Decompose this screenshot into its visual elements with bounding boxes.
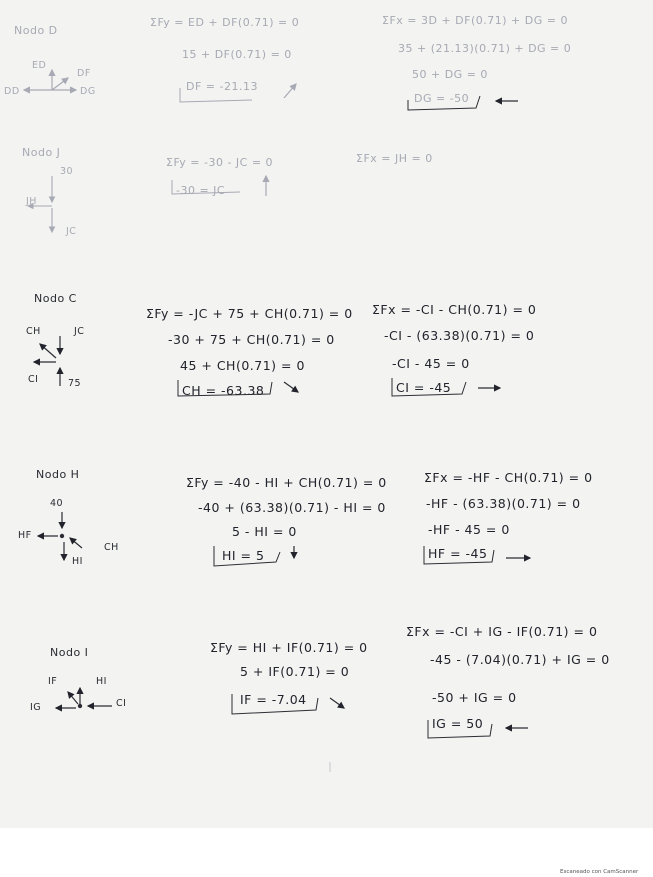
node-j-label-jc: JC xyxy=(66,226,77,237)
node-h-sum-x-2: -HF - 45 = 0 xyxy=(428,522,510,537)
node-j-title: Nodo J xyxy=(22,146,61,159)
node-d-result-box-x xyxy=(408,96,480,110)
node-d-result-box-y xyxy=(180,88,252,102)
node-h-free-body-diagram xyxy=(38,512,82,560)
node-d-arrow-diag xyxy=(52,78,68,90)
node-c-sum-x-2: -CI - 45 = 0 xyxy=(392,356,470,371)
node-i-label-ig: IG xyxy=(30,702,42,713)
node-d-label-df: DF xyxy=(77,68,91,79)
node-d-sum-y-2: DF = -21.13 xyxy=(186,80,258,93)
node-j-sum-y-1: -30 = JC xyxy=(176,184,226,197)
node-d-sum-x-3: DG = -50 xyxy=(414,92,470,105)
node-i-sum-x-0: ΣFx = -CI + IG - IF(0.71) = 0 xyxy=(406,624,598,639)
node-c-label-ci: CI xyxy=(28,374,39,385)
node-h-result-box-y xyxy=(214,546,280,566)
node-d-label-dg: DG xyxy=(80,86,96,97)
node-c-label-75: 75 xyxy=(68,378,82,389)
node-c-arrow-ch xyxy=(40,344,56,358)
node-c-sum-y-1: -30 + 75 + CH(0.71) = 0 xyxy=(168,332,335,347)
node-d-free-body-diagram xyxy=(24,70,76,90)
node-h-arrow-ch xyxy=(70,538,82,548)
node-i-sum-y-1: 5 + IF(0.71) = 0 xyxy=(240,664,350,679)
node-j-sum-x-0: ΣFx = JH = 0 xyxy=(356,152,433,165)
node-d-sum-y-1: 15 + DF(0.71) = 0 xyxy=(182,48,292,61)
node-d-sum-y-0: ΣFy = ED + DF(0.71) = 0 xyxy=(150,16,300,29)
node-h-joint xyxy=(60,534,63,537)
node-i-result-arrow-y xyxy=(330,698,344,708)
node-h-sum-x-1: -HF - (63.38)(0.71) = 0 xyxy=(426,496,581,511)
node-c-sum-x-3: CI = -45 xyxy=(396,380,452,395)
node-j-label-30: 30 xyxy=(60,166,74,177)
node-i-sum-x-2: -50 + IG = 0 xyxy=(432,690,517,705)
node-h-label-ch: CH xyxy=(104,542,119,553)
node-h-sum-x-0: ΣFx = -HF - CH(0.71) = 0 xyxy=(424,470,593,485)
node-j-result-box xyxy=(172,180,240,194)
node-j-sum-y-0: ΣFy = -30 - JC = 0 xyxy=(166,156,274,169)
node-i-title: Nodo I xyxy=(50,646,89,659)
node-h-label-hf: HF xyxy=(18,530,32,541)
node-c-sum-y-3: CH = -63.38 xyxy=(182,383,265,398)
node-i-sum-y-2: IF = -7.04 xyxy=(240,692,307,707)
node-h-sum-y-2: 5 - HI = 0 xyxy=(232,524,297,539)
node-c-sum-x-1: -CI - (63.38)(0.71) = 0 xyxy=(384,328,535,343)
node-d-title: Nodo D xyxy=(14,24,58,37)
node-i-arrow-if xyxy=(68,692,78,704)
node-c-result-box-x xyxy=(392,378,466,396)
node-c-title: Nodo C xyxy=(34,292,77,305)
node-d-sum-x-1: 35 + (21.13)(0.71) + DG = 0 xyxy=(398,42,572,55)
node-h-result-box-x xyxy=(424,546,494,564)
node-i-label-if: IF xyxy=(48,676,58,687)
node-h-sum-y-3: HI = 5 xyxy=(222,548,265,563)
node-c-sum-x-0: ΣFx = -CI - CH(0.71) = 0 xyxy=(372,302,537,317)
node-h-sum-x-3: HF = -45 xyxy=(428,546,488,561)
node-j-free-body-diagram xyxy=(28,176,52,232)
node-c-free-body-diagram xyxy=(34,336,60,386)
node-d-label-dd: DD xyxy=(4,86,20,97)
node-c-result-arrow-y xyxy=(284,382,298,392)
node-i-label-ci: CI xyxy=(116,698,127,709)
node-c-sum-y-0: ΣFy = -JC + 75 + CH(0.71) = 0 xyxy=(146,306,353,321)
node-i-sum-x-1: -45 - (7.04)(0.71) + IG = 0 xyxy=(430,652,610,667)
node-j-label-jh: JH xyxy=(26,196,37,207)
node-c-sum-y-2: 45 + CH(0.71) = 0 xyxy=(180,358,305,373)
node-i-sum-x-3: IG = 50 xyxy=(432,716,484,731)
node-h-label-hi: HI xyxy=(72,556,83,567)
node-c-label-jc: JC xyxy=(74,326,85,337)
node-h-title: Nodo H xyxy=(36,468,80,481)
node-h-sum-y-1: -40 + (63.38)(0.71) - HI = 0 xyxy=(198,500,386,515)
node-i-sum-y-0: ΣFy = HI + IF(0.71) = 0 xyxy=(210,640,368,655)
node-c-label-ch: CH xyxy=(26,326,41,337)
node-i-free-body-diagram xyxy=(56,688,112,708)
node-i-result-box-y xyxy=(232,694,318,714)
node-d-label-ed: ED xyxy=(32,60,47,71)
node-c-result-box-y xyxy=(178,380,272,396)
node-d-sum-x-2: 50 + DG = 0 xyxy=(412,68,488,81)
scanner-watermark: Escaneado con CamScanner xyxy=(560,869,639,875)
node-h-sum-y-0: ΣFy = -40 - HI + CH(0.71) = 0 xyxy=(186,475,387,490)
node-h-label-40: 40 xyxy=(50,498,64,509)
node-i-result-box-x xyxy=(428,720,492,738)
node-d-sum-x-0: ΣFx = 3D + DF(0.71) + DG = 0 xyxy=(382,14,568,27)
node-i-label-hi: HI xyxy=(96,676,107,687)
node-i-joint xyxy=(78,704,81,707)
node-d-result-arrow-y xyxy=(284,84,296,98)
